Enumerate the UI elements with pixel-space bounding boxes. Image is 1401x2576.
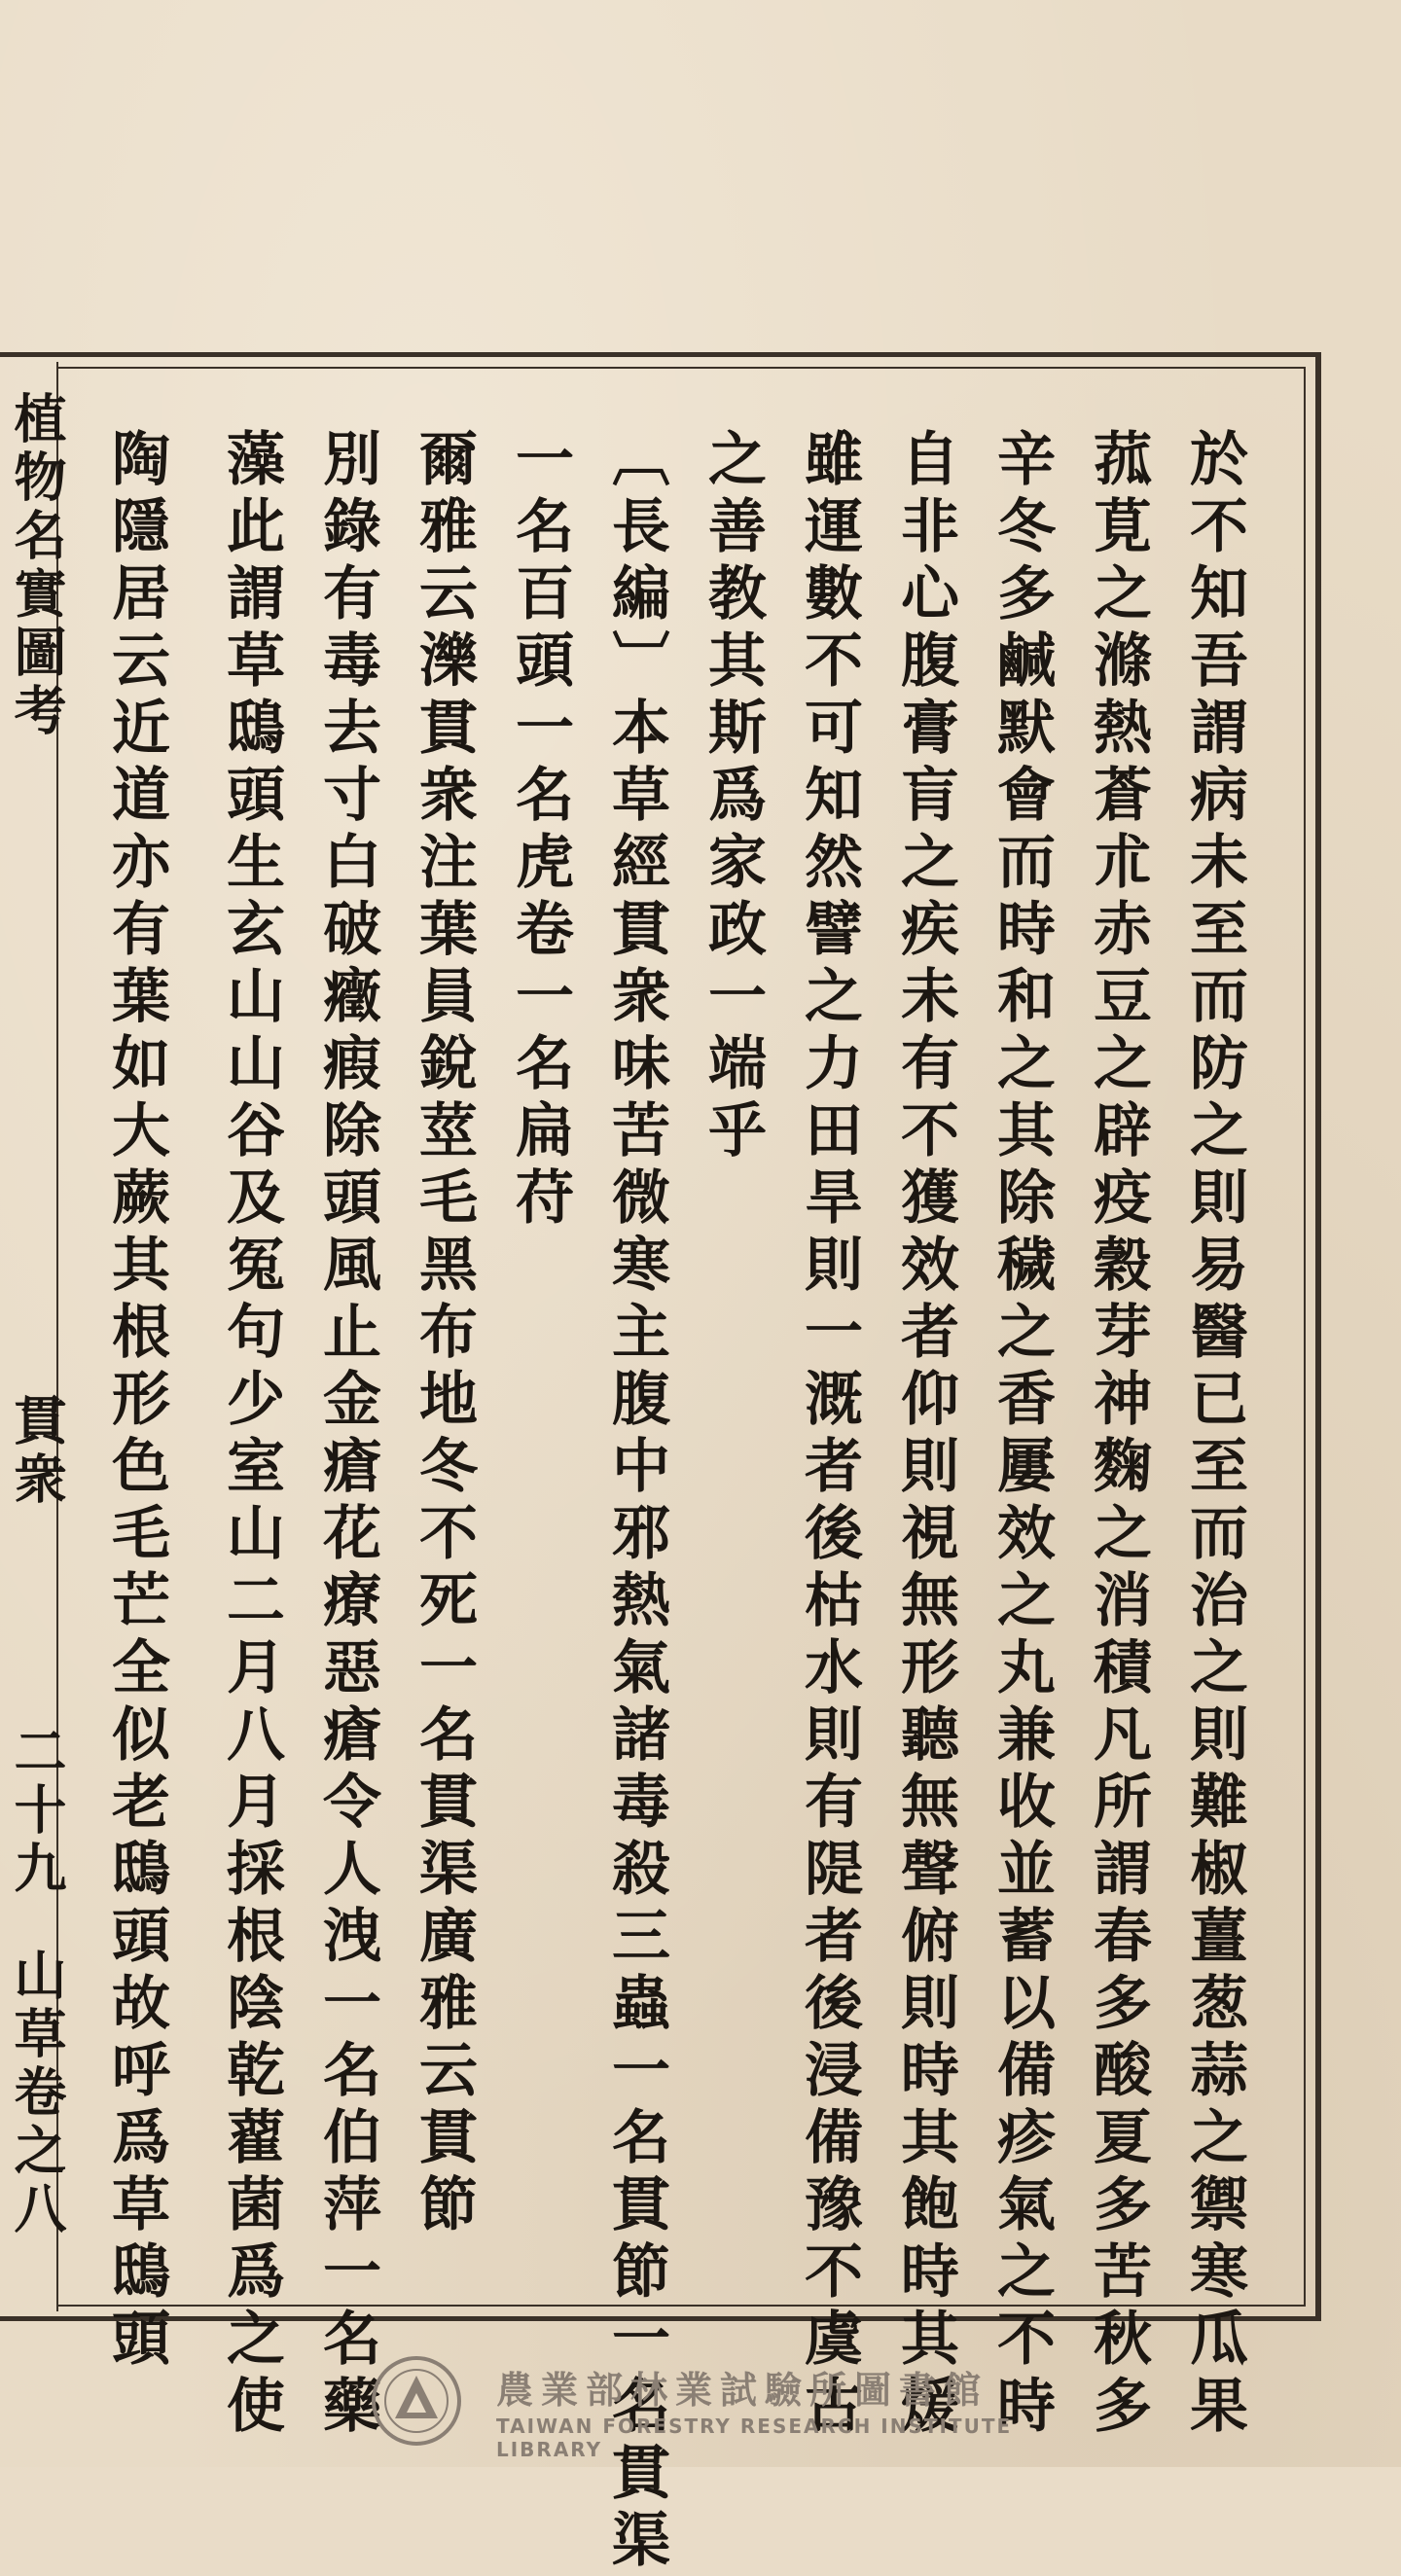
library-seal-icon [370, 2354, 463, 2448]
text-column: 藻此謂草鴟頭生玄山山谷及冤句少室山二月八月採根陰乾藋菌爲之使 [217, 428, 285, 2442]
page-margin [0, 362, 68, 2311]
text-column: 自非心腹膏肓之疾未有不獲效者仰則視無形聽無聲俯則時其飽時其煖 [891, 428, 959, 2442]
page-number: 二十九 [6, 1724, 68, 1899]
plant-heading: 貫衆 [6, 1393, 68, 1510]
text-column: 雖運數不可知然譬之力田旱則一溉者後枯水則有隄者後浸備豫不虞古 [795, 428, 863, 2442]
library-footer [370, 2354, 1109, 2461]
library-name-zh: 農業部林業試驗所圖書館 [496, 2369, 989, 2412]
text-column: 辛冬多鹹默會而時和之其除穢之香屢效之丸兼收並蓄以備疹氣之不時 [988, 428, 1056, 2442]
text-column: 於不知吾謂病未至而防之則易醫已至而治之則難椒薑葱蒜之禦寒瓜果 [1180, 428, 1248, 2442]
text-column: 別錄有毒去寸白破癥瘕除頭風止金瘡花療惡瘡令人洩一名伯萍一名藥 [313, 428, 381, 2442]
text-column: 陶隱居云近道亦有葉如大蕨其根形色毛芒全似老鴟頭故呼爲草鴟頭 [102, 428, 170, 2375]
text-column: 〔長編〕本草經貫衆味苦微寒主腹中邪熱氣諸毒殺三蟲一名貫節一名貫渠 [602, 428, 670, 2576]
text-column: 爾雅云濼貫衆注葉員銳莖毛黑布地冬不死一名貫渠廣雅云貫節 [410, 428, 478, 2240]
text-column: 之善教其斯爲家政一端乎 [699, 428, 767, 1166]
book-title: 植物名實圖考 [6, 391, 68, 741]
text-column: 菰莧之滌熱蒼朮赤豆之辟疫穀芽神麴之消積凡所謂春多酸夏多苦秋多 [1084, 428, 1152, 2442]
library-name-en: TAIWAN FORESTRY RESEARCH INSTITUTE LIBRARY [496, 2415, 1013, 2461]
volume-label: 山草卷之八 [6, 1948, 68, 2239]
text-column: 一名百頭一名虎卷一名扁苻 [506, 428, 574, 1234]
